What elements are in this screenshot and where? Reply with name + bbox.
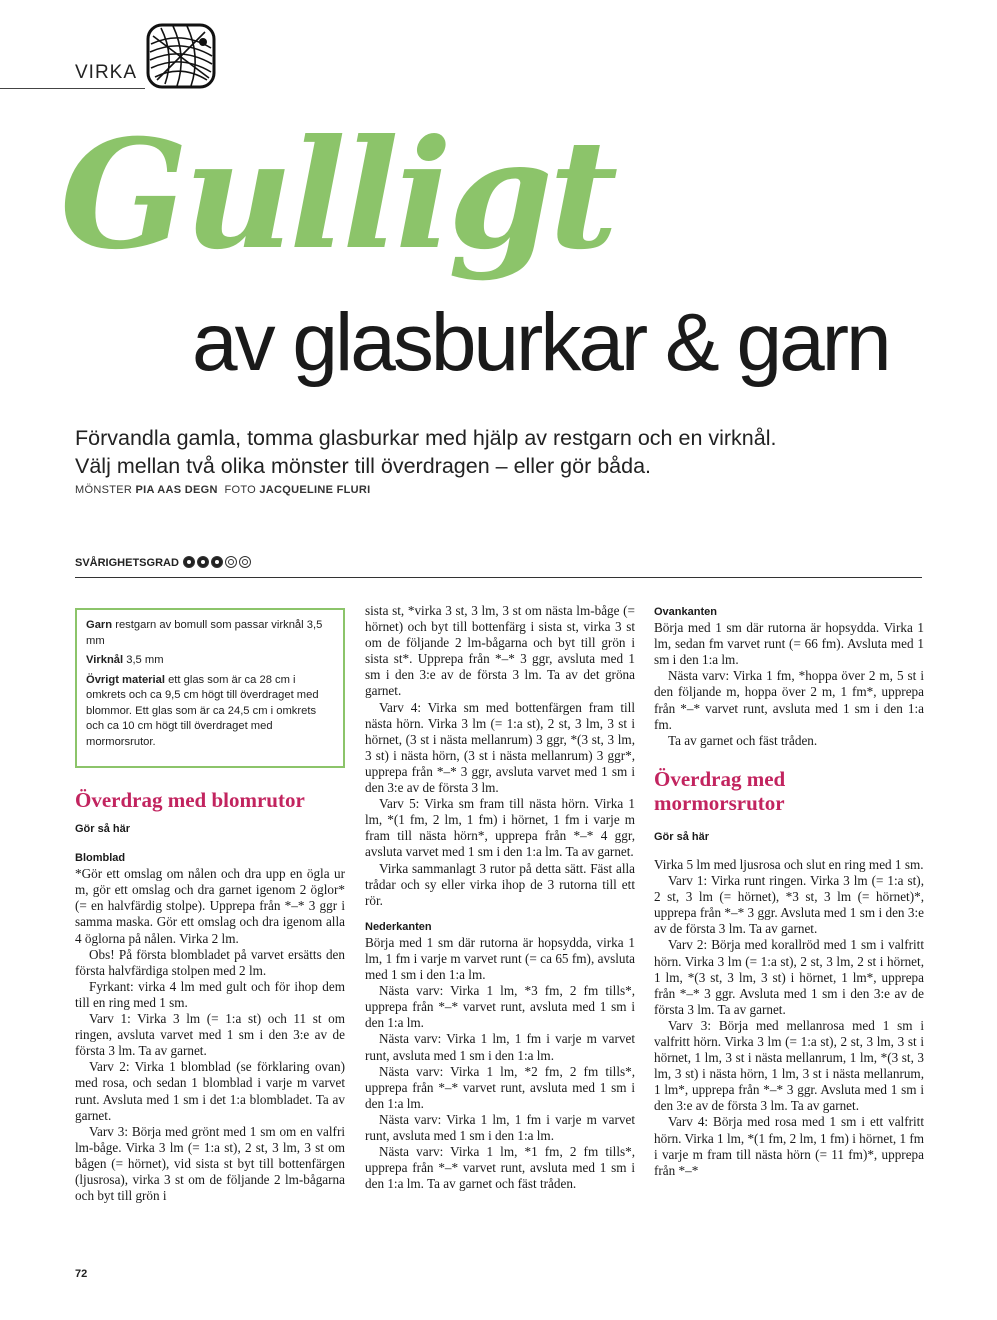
- paragraph: Nästa varv: Virka 1 fm, *hoppa över 2 m, 5 st i den följande m, hoppa över 2 m, 1 fm*, upprepa från *–* varvet runt, avsluta med 1 sm i den 1:a fm.: [654, 668, 924, 732]
- photo-label: FOTO: [224, 484, 256, 496]
- subheading-gor-sa-har-2: Gör så här: [654, 830, 710, 843]
- subheading-gor-sa-har: Gör så här: [75, 823, 131, 835]
- difficulty-dot-filled: [197, 556, 209, 568]
- subheading-blomblad: Blomblad: [75, 852, 126, 865]
- difficulty-label: SVÅRIGHETSGRAD: [75, 557, 179, 569]
- paragraph: Obs! På första blombladet på varvet ersätts den första halvfärdiga stolpen med 2 lm.: [75, 946, 345, 978]
- lead-line-1: Förvandla gamla, tomma glasburkar med hjälp av restgarn och en virknål.: [75, 426, 777, 450]
- script-title: Gulligt: [60, 107, 615, 283]
- paragraph: Nästa varv: Virka 1 lm, 1 fm i varje m varvet runt, avsluta med 1 sm i den 1:a lm.: [365, 1031, 635, 1063]
- paragraph: Varv 2: Börja med korallröd med 1 sm i valfritt hörn. Virka 3 lm (= 1:a st), 2 st, 3 lm, 2 st i hörnet, 1 lm, *(3 st, 3 lm, 3 st) i hörnet, 1 lm*, upprepa från *–* 3 ggr. Avsluta med 1 sm i den 3:e av de första 3 lm. Ta av garnet.: [654, 937, 924, 1017]
- page-number: 72: [75, 1268, 88, 1280]
- paragraph: *Gör ett omslag om nålen och dra upp en ögla ur m, gör ett omslag och dra garnet igenom 2 öglor* (= en halvfärdig stolpe). Upprepa från *–* 3 ggr i samma maska. Gör ett omslag och dra igenom alla 4 öglorna på nålen. Virka 2 lm.: [75, 866, 345, 946]
- lead-text: [75, 424, 935, 480]
- paragraph: Varv 1: Virka 3 lm (= 1:a st) och 11 st om ringen, avsluta varvet med 1 sm i den 3:e av de första 3 lm. Ta av garnet.: [75, 1011, 345, 1059]
- paragraph: Varv 5: Virka sm fram till nästa hörn. Virka 1 lm, *(1 fm, 2 lm, 1 fm) i hörnet, 1 fm i varje m fram till nästa hörn*, upprepa från *–* 4 ggr, avsluta varvet med 1 sm i den 1:a lm. Ta av garnet.: [365, 796, 635, 860]
- paragraph: Virka 5 lm med ljusrosa och slut en ring med 1 sm.: [654, 856, 924, 872]
- yarn-ball-icon: [145, 22, 217, 90]
- difficulty-dots: [183, 556, 251, 568]
- difficulty-dot-empty: [239, 556, 251, 568]
- lead-line-2: Välj mellan två olika mönster till överdragen – eller gör båda.: [75, 454, 652, 478]
- paragraph: Fyrkant: virka 4 lm med gult och för ihop dem till en ring med 1 sm.: [75, 978, 345, 1010]
- difficulty-dot-filled: [211, 556, 223, 568]
- garn-text: restgarn av bomull som passar virknål 3,5 mm: [86, 619, 323, 647]
- paragraph: Nästa varv: Virka 1 lm, *3 fm, 2 fm tills*, upprepa från *–* varvet runt, avsluta med 1 sm i den 1:a lm.: [365, 983, 635, 1031]
- paragraph: Varv 4: Börja med rosa med 1 sm i ett valfritt hörn. Virka 1 lm, *(1 fm, 2 lm, 1 fm) i hörnet, 1 fm i varje m fram till nästa hörn (= 11 fm)*, upprepa från *–*: [654, 1114, 925, 1178]
- column-3: [654, 604, 924, 1179]
- section-name: VIRKA: [75, 62, 138, 83]
- materials-box: [75, 608, 345, 768]
- section-heading-blomrutor: Överdrag med blomrutor: [75, 788, 305, 812]
- subheading-ovankanten: Ovankanten: [654, 606, 717, 618]
- paragraph: Börja med 1 sm där rutorna är hopsydda. Virka 1 lm, sedan fm varvet runt (= 66 fm). Avsluta med 1 sm i den 1:a lm.: [654, 620, 924, 668]
- section-heading-mormorsrutor: Överdrag med mormorsrutor: [654, 766, 786, 815]
- paragraph: Varv 3: Börja med mellanrosa med 1 sm i valfritt hörn. Virka 3 lm (= 1:a st), 2 st, 3 lm, 3 st i hörnet, 1 lm, 3 st i nästa mellanrum, 1 lm, *(3 st, 3 lm, 3 st) i nästa hörn, 1 lm, 3 st i nästa mellanrum, 1 lm*, upprepa från *–* 3 ggr. Avsluta med 1 sm i den 3:e av de första 3 lm. Ta av garnet.: [654, 1017, 924, 1114]
- pattern-author: PIA AAS DEGN: [135, 484, 218, 496]
- page-title: av glasburkar & garn: [192, 297, 889, 388]
- paragraph: Börja med 1 sm där rutorna är hopsydda, virka 1 lm, 1 fm i varje m varvet runt (= ca 65 fm), avsluta med 1 sm i den 1:a lm.: [365, 934, 635, 983]
- paragraph: Nästa varv: Virka 1 lm, *1 fm, 2 fm tills*, upprepa från *–* varvet runt, avsluta med 1 sm i den 1:a lm. Ta av garnet och fäst tråden.: [365, 1144, 635, 1192]
- difficulty-dot-filled: [183, 556, 195, 568]
- paragraph: Ta av garnet och fäst tråden.: [668, 732, 818, 748]
- section-label: [0, 58, 145, 89]
- paragraph: sista st, *virka 3 st, 3 lm, 3 st om nästa lm-båge (= hörnet) och byt till bottenfärg i sista st, virka 3 st om de följande 2 lm-bågarna och byt till grön i sista st*. Upprepa från *–* 3 ggr, avsluta med 1 sm i den 3:e av de första 3 lm. Ta av det gröna garnet.: [365, 603, 635, 699]
- virknal-text: 3,5 mm: [126, 654, 164, 666]
- paragraph: Nästa varv: Virka 1 lm, 1 fm i varje m varvet runt, avsluta med 1 sm i den 1:a lm.: [365, 1111, 635, 1143]
- paragraph: Virka sammanlagt 3 rutor på detta sätt. Fäst alla trådar och sy eller virka ihop de 3 rutorna till ett rör.: [365, 860, 635, 908]
- difficulty-rating: [75, 556, 922, 578]
- virknal-label: Virknål: [86, 654, 124, 666]
- paragraph: Varv 2: Virka 1 blomblad (se förklaring ovan) med rosa, och sedan 1 blomblad i varje m varvet runt. Avsluta med 1 sm i det 1:a blombladet. Ta av garnet.: [75, 1059, 345, 1123]
- difficulty-dot-empty: [225, 556, 237, 568]
- ovrigt-text: ett glas som är ca 28 cm i omkrets och ca 9,5 cm högt till överdraget med blommor. Ett glas som är ca 24,5 cm i omkrets och ca 10 cm högt till överdraget med mormorsrutor.: [86, 673, 319, 748]
- column-2: [365, 603, 635, 1192]
- photo-author: JACQUELINE FLURI: [259, 484, 371, 496]
- paragraph: Varv 4: Virka sm med bottenfärgen fram till nästa hörn. Virka 3 lm (= 1:a st), 2 st, 3 lm, 3 st i hörnet, (3 st i nästa mellanrum) 3 ggr, *(3 st, 3 lm, 3 st) i nästa hörn, (3 st i nästa mellanrum) 3 ggr*, upprepa från *–* 3 ggr, avsluta varvet med 1 sm i den 3:e av de första 3 lm.: [365, 699, 635, 796]
- paragraph: Varv 3: Börja med grönt med 1 sm om en valfri lm-båge. Virka 3 lm (= 1:a st), 2 st, 3 lm, 3 st om bågen (= hörnet), vid sista st byt till bottenfärgen (ljusrosa), virka 3 st om de följande 2 lm-bågarna och byt till grön i: [75, 1123, 345, 1204]
- paragraph: Varv 1: Virka runt ringen. Virka 3 lm (= 1:a st), 2 st, 3 lm (= hörnet), *3 st, 3 lm (= hörnet)*, upprepa från *–* 3 ggr. Avsluta med 1 sm i den 3:e av de första 3 lm. Ta av garnet.: [654, 873, 924, 937]
- ovrigt-label: Övrigt material: [86, 673, 165, 686]
- garn-label: Garn: [86, 619, 113, 631]
- credits: [75, 484, 371, 496]
- paragraph: Nästa varv: Virka 1 lm, *2 fm, 2 fm tills*, upprepa från *–* varvet runt, avsluta med 1 sm i den 1:a lm.: [365, 1063, 635, 1111]
- subheading-nederkanten: Nederkanten: [365, 920, 432, 933]
- pattern-label: MÖNSTER: [75, 484, 133, 496]
- column-1: [75, 788, 345, 1204]
